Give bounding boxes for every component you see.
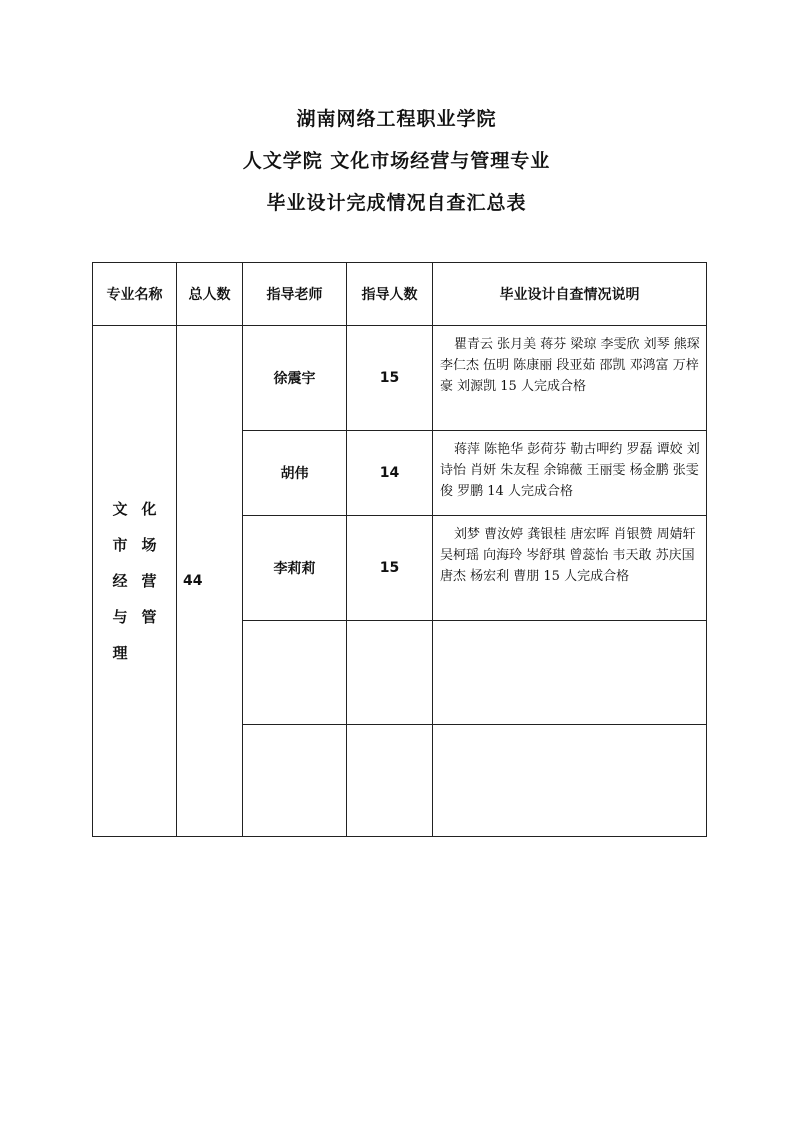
major-cell (93, 326, 177, 837)
empty-cell (243, 621, 347, 725)
col-header-major: 专业名称 (93, 263, 177, 326)
description-cell (433, 516, 707, 621)
doc-title-table: 毕业设计完成情况自查汇总表 (266, 192, 527, 214)
empty-cell (433, 725, 707, 837)
table-row (93, 326, 707, 431)
count-cell: 14 (347, 431, 433, 516)
doc-title-school: 湖南网络工程职业学院 (296, 108, 497, 130)
description-text: 瞿青云 张月美 蒋芬 梁琼 李雯欣 刘琴 熊琛 李仁杰 伍明 陈康丽 段亚茹 邵凯 邓鸿富 万梓豪 刘源凯 15 人完成合格 (440, 337, 700, 394)
description-text: 蒋萍 陈艳华 彭荷芬 勒古呷约 罗磊 谭姣 刘诗怡 肖妍 朱友程 余锦薇 王丽雯 杨金鹏 张雯俊 罗鹏 14 人完成合格 (440, 442, 700, 499)
doc-title-department: 人文学院 文化市场经营与管理专业 (242, 150, 551, 172)
summary-table (92, 262, 707, 837)
total-cell: 44 (177, 326, 243, 837)
teacher-cell: 胡伟 (243, 431, 347, 516)
empty-cell (243, 725, 347, 837)
table-header-row (93, 263, 707, 326)
description-cell (433, 326, 707, 431)
empty-cell (347, 621, 433, 725)
teacher-cell: 李莉莉 (243, 516, 347, 621)
col-header-description: 毕业设计自查情况说明 (433, 263, 707, 326)
empty-cell (347, 725, 433, 837)
col-header-count: 指导人数 (347, 263, 433, 326)
col-header-teacher: 指导老师 (243, 263, 347, 326)
teacher-cell: 徐震宇 (243, 326, 347, 431)
col-header-total: 总人数 (177, 263, 243, 326)
count-cell: 15 (347, 516, 433, 621)
description-text: 刘梦 曹汝婷 龚银桂 唐宏晖 肖银赞 周婧轩 吴柯瑶 向海玲 岑舒琪 曾蕊怡 韦天敢 苏庆国 唐杰 杨宏利 曹朋 15 人完成合格 (440, 527, 696, 584)
count-cell: 15 (347, 326, 433, 431)
description-cell (433, 431, 707, 516)
empty-cell (433, 621, 707, 725)
major-name: 文化市场经营与管理 (112, 500, 157, 662)
